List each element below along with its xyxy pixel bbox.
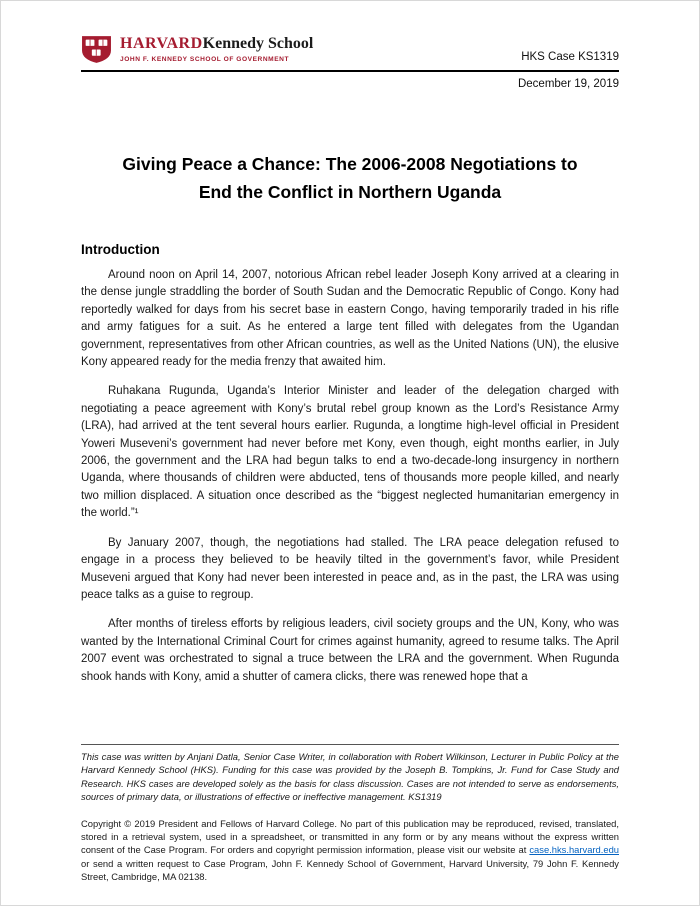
attribution-note: This case was written by Anjani Datla, Senior Case Writer, in collaboration with Robert Wilkinson, Lecturer in Public Policy at the Harvard Kennedy School (HKS). Funding for this case was provided by the Joseph B. Tompkins, Jr. Fund for Case Study and Research. HKS cases are developed solely as the basis for class discussion. Cases are not intended to serve as endorsements, sources of primary data, or illustrations of effective or ineffective management. KS1319 xyxy=(81,751,619,802)
header-divider xyxy=(81,70,619,72)
header xyxy=(81,35,619,64)
title-line-2: End the Conflict in Northern Uganda xyxy=(198,182,502,202)
page-footer xyxy=(81,744,619,883)
harvard-shield-icon xyxy=(81,35,112,64)
intro-paragraph-2: Ruhakana Rugunda, Uganda’s Interior Minister and leader of the delegation charged with negotiating a peace agreement with Kony’s brutal rebel group known as the Lord’s Resistance Army (LRA), had arrived at the tent several hours earlier. Rugunda, a longtime high-level official in President Yoweri Museveni’s government had never before met Kony, even though, eight months earlier, in July 2006, the government and the LRA had begun talks to end a two-decade-long insurgency in northern Uganda, where thousands of children were abducted, tens of thousands more people killed, and nearly two million displaced. A situation once described as the “biggest neglected humanitarian emergency in the world.”¹ xyxy=(81,385,619,520)
logo-harvard-text: HARVARD xyxy=(120,35,203,52)
logo-kennedy-text: Kennedy School xyxy=(202,35,314,52)
copyright-notice xyxy=(81,817,619,883)
case-website-link[interactable]: case.hks.harvard.edu xyxy=(529,844,619,856)
intro-paragraph-1: Around noon on April 14, 2007, notorious African rebel leader Joseph Kony arrived at a clearing in the dense jungle straddling the border of South Sudan and the Democratic Republic of Congo. Kony had reportedly walked for days from his secret base in eastern Congo, having temporarily traded in his rifle and army fatigues for a suit. As he entered a large tent filled with delegates from the Ugandan government, representatives from other African countries, as well as the United Nations (UN), the elusive Kony appeared ready for the media frenzy that awaited him. xyxy=(81,269,619,369)
copyright-text-after-link: or send a written request to Case Program, John F. Kennedy School of Government, Harvard University, 79 John F. Kennedy Street, Cambridge, MA 02138. xyxy=(81,857,619,882)
title-line-1: Giving Peace a Chance: The 2006-2008 Negotiations to xyxy=(122,154,578,174)
harvard-kennedy-school-logo xyxy=(81,35,313,64)
footnote-divider xyxy=(81,744,619,745)
intro-paragraph-3: By January 2007, though, the negotiations had stalled. The LRA peace delegation refused to engage in a process they believed to be heavily tilted in the government’s favor, while President Museveni argued that Kony had never been interested in peace and, as in the past, the LRA was using peace talks as a guise to regroup. xyxy=(81,536,619,601)
intro-paragraph-4: After months of tireless efforts by religious leaders, civil society groups and the UN, Kony, who was wanted by the International Criminal Court for crimes against humanity, agreed to resume talks. The April 2007 event was orchestrated to signal a truce between the LRA and the government. When Rugunda shook hands with Kony, amid a shutter of camera clicks, there was renewed hope that a xyxy=(81,618,619,683)
document-date: December 19, 2019 xyxy=(517,78,619,90)
section-heading-introduction: Introduction xyxy=(81,242,160,257)
copyright-text-before-link: Copyright © 2019 President and Fellows of Harvard College. No part of this publication may be reproduced, revised, translated, stored in a retrieval system, used in a spreadsheet, or transmitted in any form or by any means without the express written consent of the Case Program. For orders and copyright permission information, please visit our website at xyxy=(81,817,619,856)
case-number: HKS Case KS1319 xyxy=(521,51,619,63)
logo-subtitle: JOHN F. KENNEDY SCHOOL OF GOVERNMENT xyxy=(120,55,290,63)
document-title xyxy=(81,150,619,206)
logo-wordmark xyxy=(120,35,313,63)
